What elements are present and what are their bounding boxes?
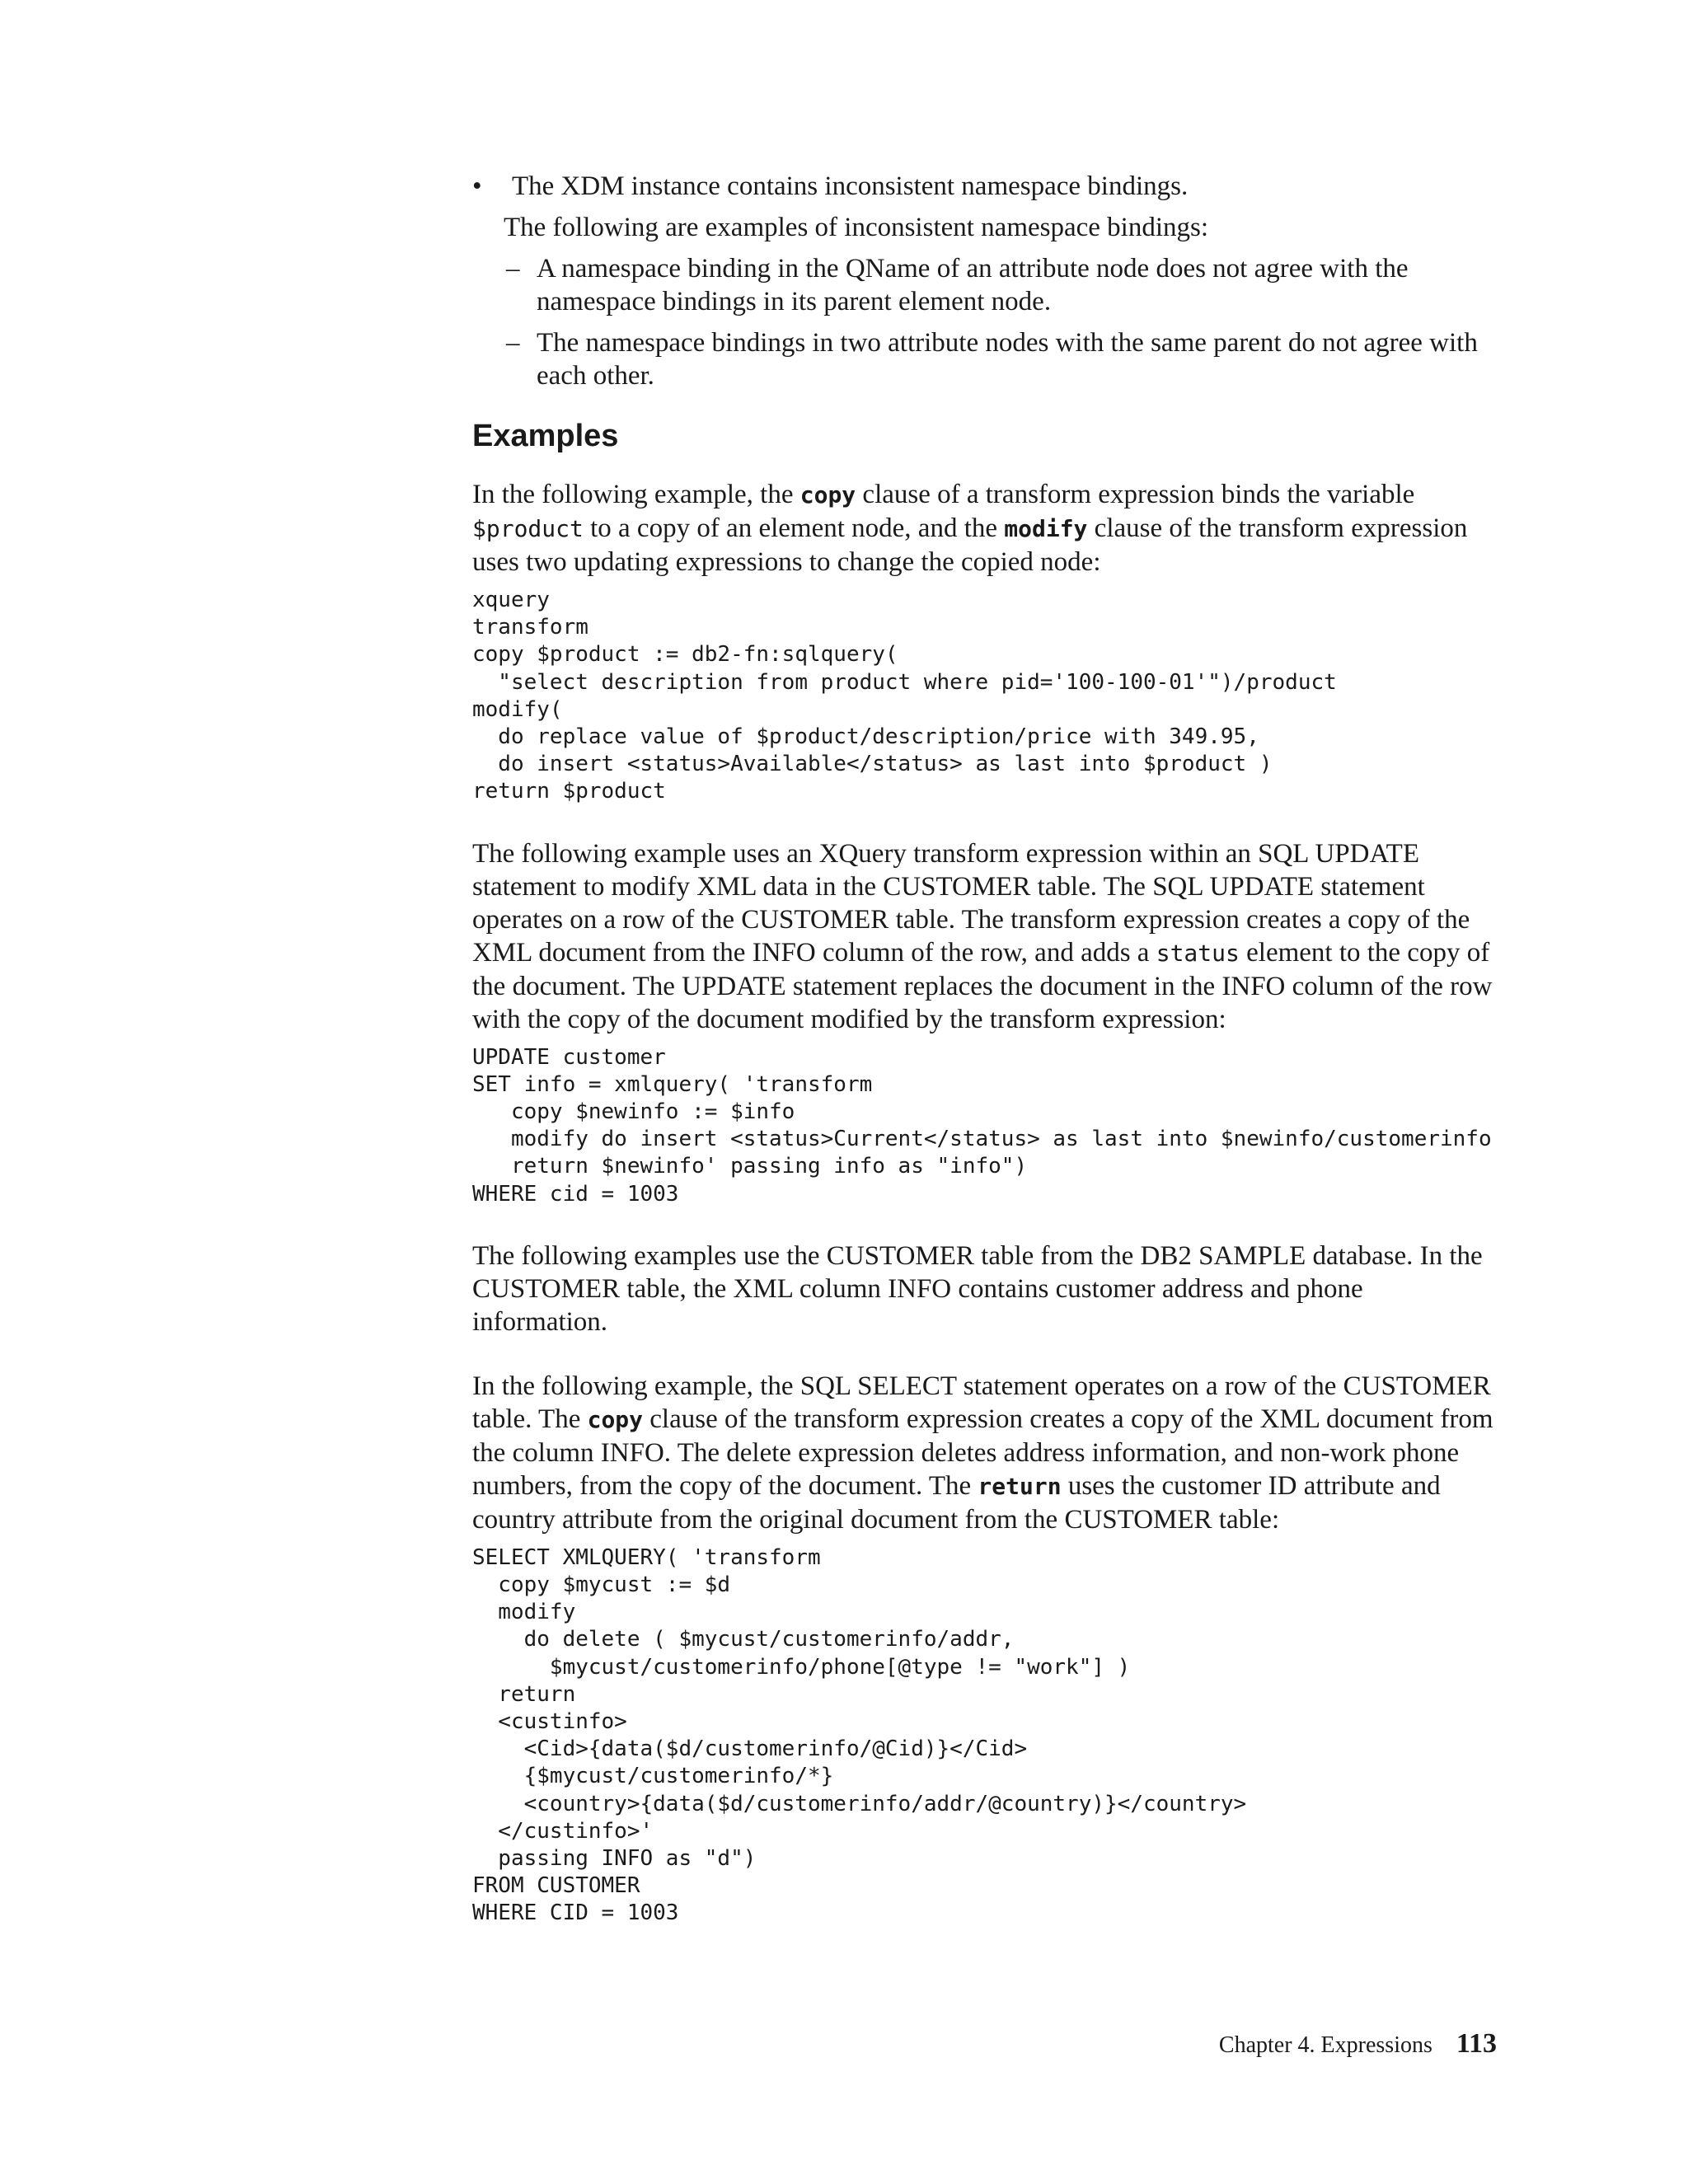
code-block-select: SELECT XMLQUERY( 'transform copy $mycust := $d modify do delete ( $mycust/customerinfo/addr, $mycust/customerinfo/phone[@type != "work"] ) return <custinfo> <Cid>{data($d/customerinfo/@Cid)}</Cid> {$mycust/customerinfo/*} <country>{data($d/customerinfo/addr/@country)}</country> </custinfo>' passing INFO as "d") FROM CUSTOMER WHERE CID = 1003 <box>472 1544 1247 1926</box>
inline-code-product: $product <box>472 515 584 542</box>
inline-code-copy: copy <box>799 481 856 509</box>
code-block-update: UPDATE customer SET info = xmlquery( 'transform copy $newinfo := $info modify do insert <status>Current</status> as last into $newinfo/customerinfo return $newinfo' passing info as "info") WHERE cid = 1003 <box>472 1044 1492 1207</box>
bullet-text: The XDM instance contains inconsistent namespace bindings. <box>512 171 1189 201</box>
inline-code-copy: copy <box>587 1405 644 1433</box>
text-run: In the following example, the SQL SELECT statement operates on a row of the CUSTOMER table. The <box>472 1371 1491 1434</box>
text-run: to a copy of an element node, and the <box>583 513 1005 543</box>
text-run: clause of the transform expression uses two updating expressions to change the copied node: <box>472 513 1468 577</box>
examples-heading: Examples <box>472 419 619 453</box>
text-run: The following example uses an XQuery transform expression within an SQL UPDATE statement to modify XML data in the CUSTOMER table. The SQL UPDATE statement operates on a row of the CUSTOMER table. The transform expression creates a copy of the XML document from the INFO column of the row, and adds a <box>472 838 1470 968</box>
dash-item <box>506 252 1503 318</box>
page-content <box>472 170 1503 1928</box>
example3-paragraph: The following examples use the CUSTOMER table from the DB2 SAMPLE database. In the CUSTOMER table, the XML column INFO contains customer address and phone information. <box>472 1240 1483 1337</box>
dash-list <box>472 252 1503 392</box>
bullet-item <box>472 170 1503 203</box>
dash-item-text: A namespace binding in the QName of an attribute node does not agree with the namespace bindings in its parent element node. <box>537 254 1409 316</box>
text-run: clause of a transform expression binds the variable <box>856 480 1415 509</box>
text-run: clause of the transform expression creates a copy of the XML document from the column INFO. The delete expression deletes address information, and non-work phone numbers, from the copy of the document. The <box>472 1404 1493 1501</box>
inline-code-return: return <box>978 1472 1062 1500</box>
text-run: element to the copy of the document. The UPDATE statement replaces the document in the INFO column of the row with the copy of the document modified by the transform expression: <box>472 937 1493 1034</box>
text-run: uses the customer ID attribute and country attribute from the original document from the CUSTOMER table: <box>472 1470 1441 1535</box>
chapter-title: Chapter 4. Expressions <box>1218 2032 1432 2058</box>
inline-code-status: status <box>1156 939 1240 967</box>
example4-paragraph <box>472 1370 1503 1536</box>
dash-mark: – <box>506 254 520 284</box>
bullet-intro: The following are examples of inconsistent namespace bindings: <box>504 213 1209 242</box>
example2-paragraph <box>472 837 1503 1036</box>
text-run: In the following example, the <box>472 480 800 509</box>
page-footer <box>1219 2027 1497 2062</box>
dash-item-text: The namespace bindings in two attribute nodes with the same parent do not agree with each other. <box>537 328 1478 391</box>
code-block-transform: xquery transform copy $product := db2-fn:sqlquery( "select description from product where pid='100-100-01'")/product modify( do replace value of $product/description/price with 349.95, do insert <status>Available</status> as last into $product ) return $product <box>472 588 1337 804</box>
example1-paragraph <box>472 478 1503 579</box>
inline-code-modify: modify <box>1004 515 1088 542</box>
bullet-mark: • <box>472 171 482 201</box>
dash-mark: – <box>506 328 520 358</box>
dash-item <box>506 326 1503 392</box>
page-number: 113 <box>1456 2028 1497 2059</box>
